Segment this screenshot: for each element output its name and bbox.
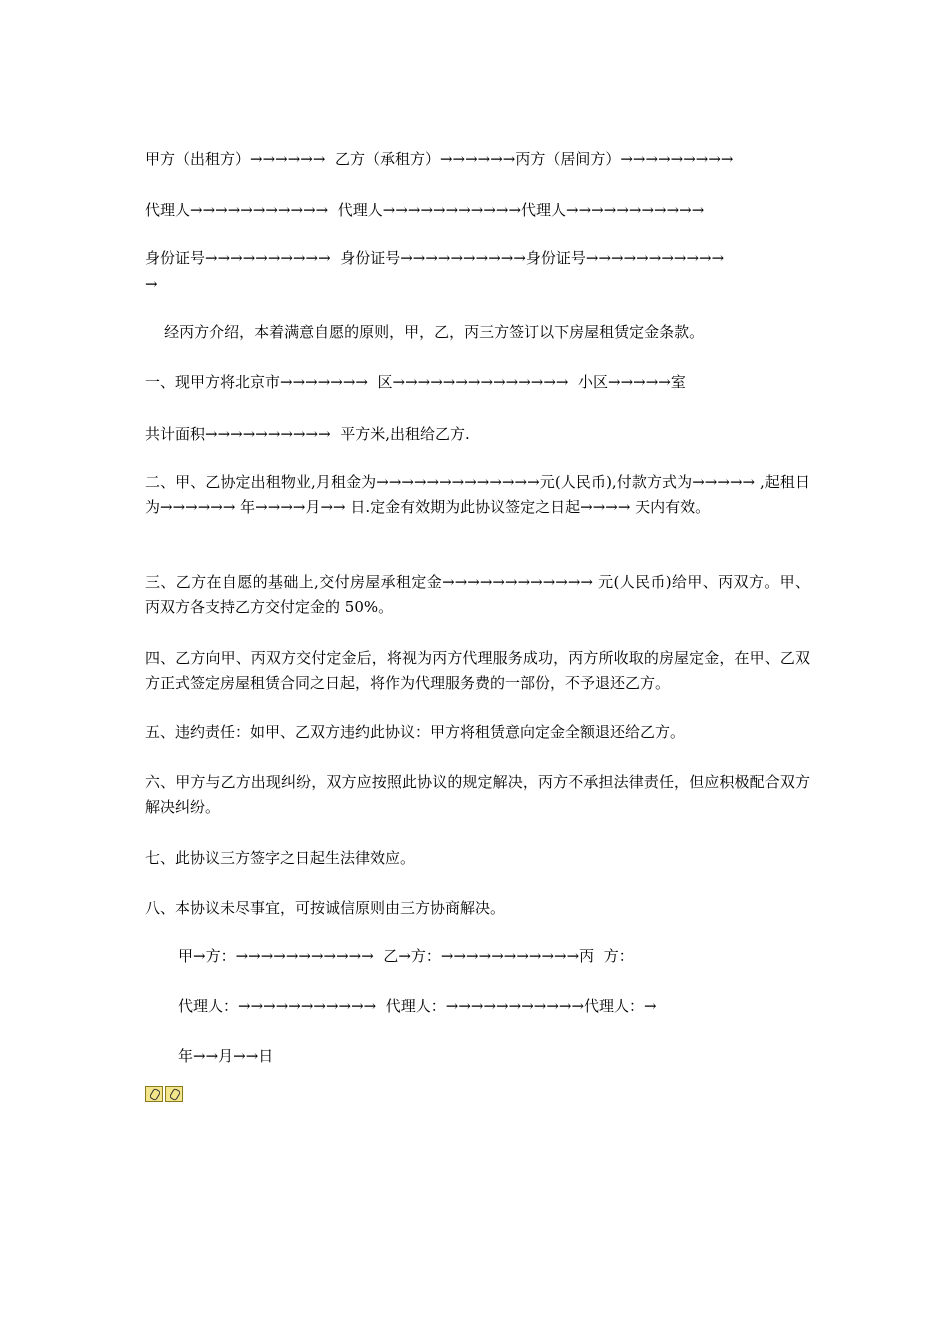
signature-agents: 代理人：→→→→→→→→→→→ 代理人：→→→→→→→→→→→代理人：→ <box>178 997 657 1015</box>
attachment-icon[interactable] <box>165 1086 183 1102</box>
intro-paragraph: 经丙方介绍，本着满意自愿的原则，甲，乙，丙三方签订以下房屋租赁定金条款。 <box>145 323 705 341</box>
id-number-line: 身份证号→→→→→→→→→→ 身份证号→→→→→→→→→→身份证号→→→→→→→→→→→ <box>145 249 725 267</box>
party-names-line: 甲方（出租方）→→→→→→ 乙方（承租方）→→→→→→丙方（居间方）→→→→→→→→→ <box>145 150 734 168</box>
clause-3: 三、乙方在自愿的基础上,交付房屋承租定金→→→→→→→→→→→→ 元(人民币)给甲、丙双方。甲、丙双方各支持乙方交付定金的 50%。 <box>145 573 810 616</box>
clause-1-area: 共计面积→→→→→→→→→→ 平方米,出租给乙方. <box>145 425 470 443</box>
signature-parties: 甲→方：→→→→→→→→→→→ 乙→方：→→→→→→→→→→→丙 方： <box>178 947 634 965</box>
attachment-icons <box>145 1086 183 1102</box>
clause-7: 七、此协议三方签字之日起生法律效应。 <box>145 849 416 867</box>
clause-4: 四、乙方向甲、丙双方交付定金后，将视为丙方代理服务成功，丙方所收取的房屋定金，在甲、乙双方正式签定房屋租赁合同之日起，将作为代理服务费的一部份，不予退还乙方。 <box>145 649 810 692</box>
id-number-continuation: → <box>145 275 158 293</box>
clause-1-address: 一、现甲方将北京市→→→→→→→ 区→→→→→→→→→→→→→→ 小区→→→→→室 <box>145 373 686 391</box>
signature-date: 年→→月→→日 <box>178 1047 274 1065</box>
clause-5: 五、违约责任：如甲、乙双方违约此协议：甲方将租赁意向定金全额退还给乙方。 <box>145 723 686 741</box>
agent-line: 代理人→→→→→→→→→→→ 代理人→→→→→→→→→→→代理人→→→→→→→→→→→ <box>145 201 705 219</box>
clause-8: 八、本协议未尽事宜，可按诚信原则由三方协商解决。 <box>145 899 506 917</box>
attachment-icon[interactable] <box>145 1086 163 1102</box>
clause-6: 六、甲方与乙方出现纠纷，双方应按照此协议的规定解决，丙方不承担法律责任，但应积极配合双方解决纠纷。 <box>145 773 810 816</box>
clause-2: 二、甲、乙协定出租物业,月租金为→→→→→→→→→→→→→元(人民币),付款方式为→→→→→ ,起租日为→→→→→→ 年→→→→月→→ 日.定金有效期为此协议签定之日起→→→→ 天内有效。 <box>145 473 810 516</box>
